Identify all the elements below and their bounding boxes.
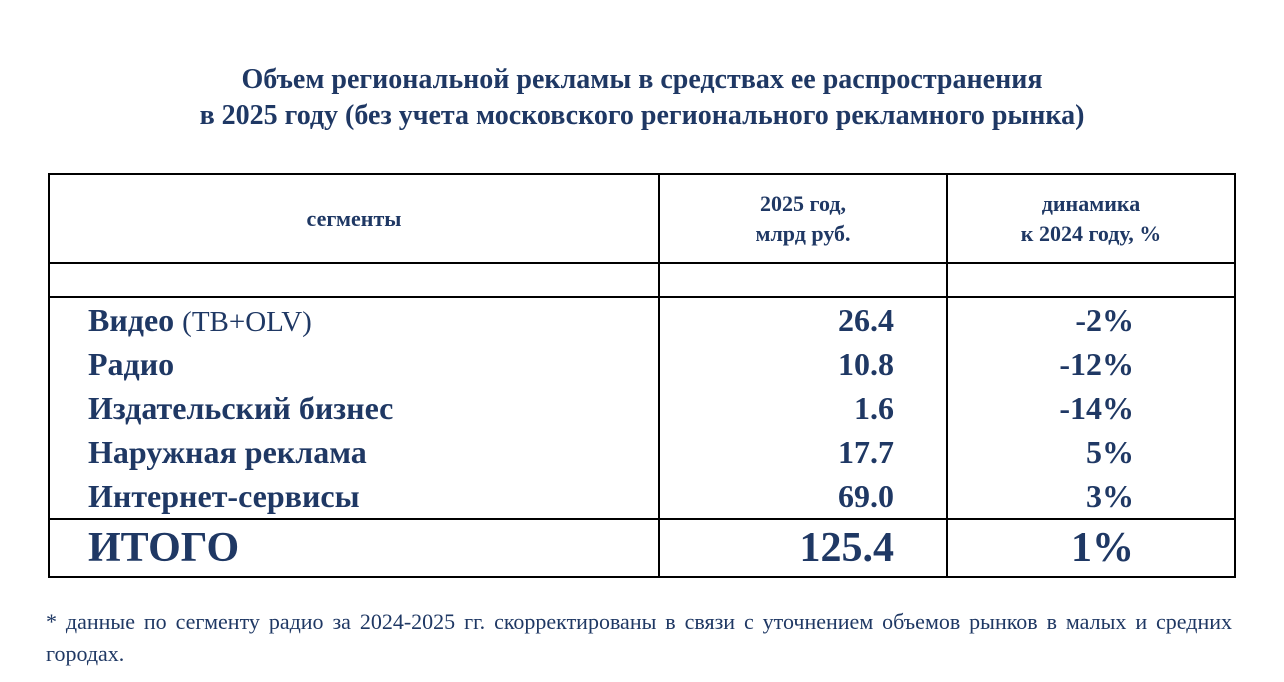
header-value-line-2: млрд руб. [755, 220, 851, 246]
header-value [659, 174, 947, 263]
table-header-row [49, 174, 1235, 263]
table-total-row [49, 519, 1235, 577]
title-line-1: Объем региональной рекламы в средствах ее распространения [241, 64, 1043, 95]
dynamics-cell: 3% [947, 474, 1235, 519]
dynamics-cell: 5% [947, 430, 1235, 474]
total-label: ИТОГО [49, 519, 659, 577]
table-row [49, 474, 1235, 519]
table-row [49, 386, 1235, 430]
dynamics-cell: -2% [947, 297, 1235, 342]
dynamics-cell: -14% [947, 386, 1235, 430]
header-value-line-1: 2025 год, [760, 190, 846, 216]
value-cell: 69.0 [659, 474, 947, 519]
header-segments: сегменты [49, 174, 659, 263]
segment-subtitle: (ТВ+OLV) [182, 305, 312, 338]
table-row [49, 430, 1235, 474]
value-cell: 17.7 [659, 430, 947, 474]
value-cell: 26.4 [659, 297, 947, 342]
header-dynamics [947, 174, 1235, 263]
segment-cell [49, 297, 659, 342]
header-dynamics-line-1: динамика [1041, 190, 1141, 216]
page-title [0, 62, 1284, 134]
value-cell: 10.8 [659, 342, 947, 386]
value-cell: 1.6 [659, 386, 947, 430]
table-spacer-row [49, 263, 1235, 297]
segment-cell: Радио [49, 342, 659, 386]
segment-cell: Издательский бизнес [49, 386, 659, 430]
advertising-volume-table [48, 173, 1236, 578]
title-line-2: в 2025 году (без учета московского регионального рекламного рынка) [199, 100, 1085, 131]
total-value: 125.4 [659, 519, 947, 577]
header-dynamics-line-2: к 2024 году, % [1020, 220, 1162, 246]
dynamics-cell: -12% [947, 342, 1235, 386]
segment-name: Видео [88, 301, 175, 338]
footnote: * данные по сегменту радио за 2024-2025 гг. скорректированы в связи с уточнением объемов рынков в малых и средних городах. [46, 609, 1232, 666]
segment-cell: Наружная реклама [49, 430, 659, 474]
segment-cell: Интернет-сервисы [49, 474, 659, 519]
table-row [49, 297, 1235, 342]
total-dynamics: 1% [947, 519, 1235, 577]
table-row [49, 342, 1235, 386]
